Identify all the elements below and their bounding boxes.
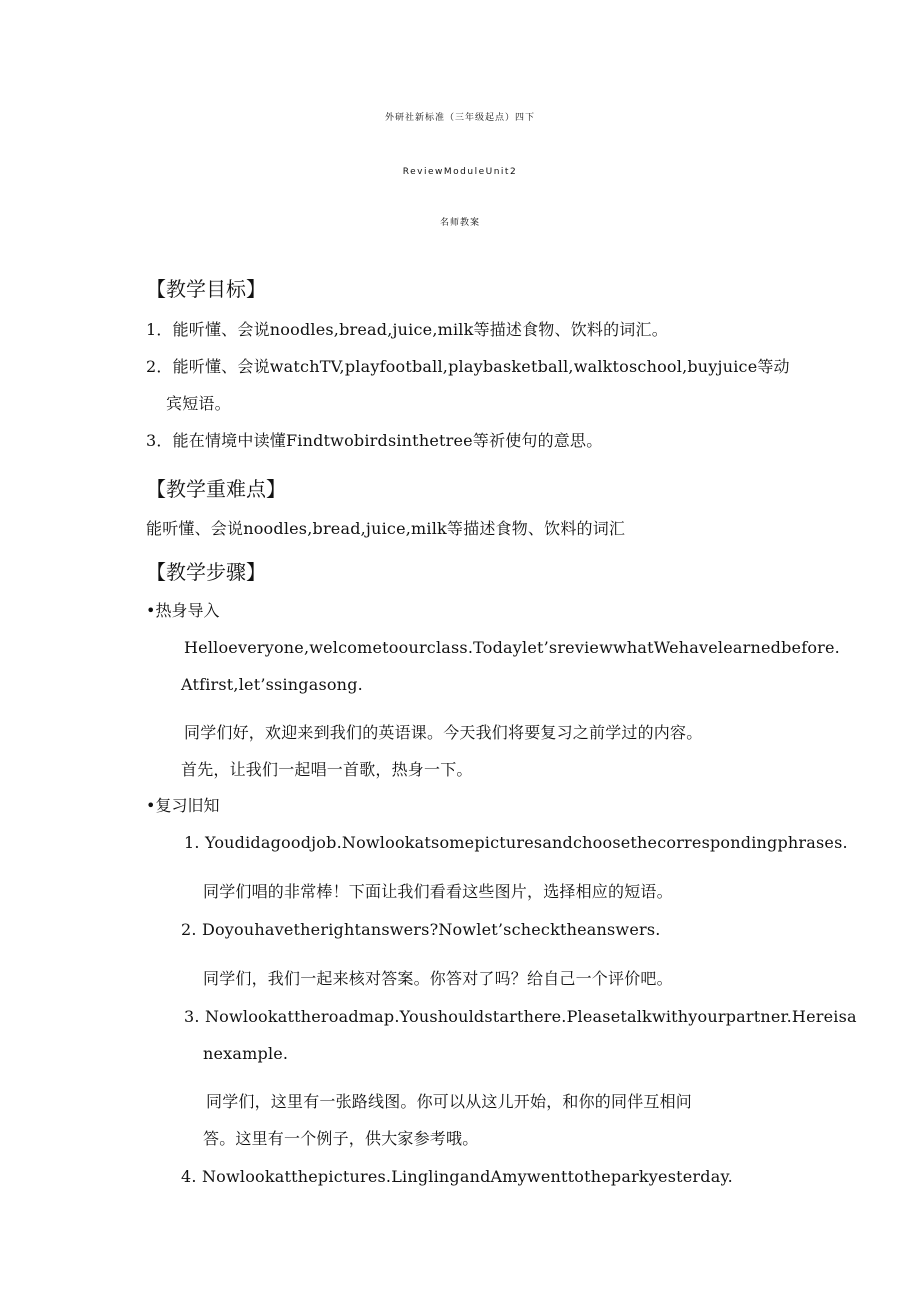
warmup-chinese-line-2: 首先，让我们一起唱一首歌，热身一下。	[181, 760, 473, 779]
key-points-heading: 【教学重难点】	[146, 477, 286, 501]
objective-item-1: 1．能听懂、会说noodles,bread,juice,milk等描述食物、饮料的词汇。	[146, 320, 668, 339]
review-step-3-english-line-1: 3. Nowlookattheroadmap.Youshouldstarthere.Pleasetalkwithyourpartner.Hereisa	[184, 1007, 857, 1026]
review-step-1-chinese: 同学们唱的非常棒！下面让我们看看这些图片，选择相应的短语。	[203, 882, 673, 901]
review-step-3-english-line-2: nexample.	[203, 1044, 289, 1063]
warmup-english-line-2: Atfirst,let’ssingasong.	[181, 675, 363, 694]
review-step-3-chinese-line-1: 同学们，这里有一张路线图。你可以从这儿开始，和你的同伴互相问	[206, 1092, 693, 1111]
objective-item-3: 3．能在情境中读懂Findtwobirdsinthetree等祈使句的意思。	[146, 431, 603, 450]
warmup-chinese-line-1: 同学们好，欢迎来到我们的英语课。今天我们将要复习之前学过的内容。	[184, 723, 703, 742]
objectives-heading: 【教学目标】	[146, 277, 266, 301]
objective-item-2: 2．能听懂、会说watchTV,playfootball,playbasketball,walktoschool,buyjuice等动	[146, 357, 790, 376]
review-step-4-english: 4. Nowlookatthepictures.LinglingandAmywenttotheparkyesterday.	[181, 1167, 733, 1186]
review-bullet: •复习旧知	[146, 796, 220, 815]
objective-item-2-continued: 宾短语。	[166, 394, 231, 413]
review-step-2-chinese: 同学们，我们一起来核对答案。你答对了吗？给自己一个评价吧。	[203, 969, 673, 988]
warmup-bullet: •热身导入	[146, 601, 220, 620]
page-title: 外研社新标准（三年级起点）四下	[384, 113, 535, 123]
warmup-english-line-1: Helloeveryone,welcometoourclass.Todaylet’sreviewwhatWehavelearnedbefore.	[184, 638, 840, 657]
steps-heading: 【教学步骤】	[146, 560, 266, 584]
page-subtitle: ReviewModuleUnit2	[402, 167, 518, 177]
review-step-1-english: 1. Youdidagoodjob.Nowlookatsomepicturesandchoosethecorrespondingphrases.	[184, 833, 848, 852]
review-step-2-english: 2. Doyouhavetherightanswers?Nowlet’schecktheanswers.	[181, 920, 661, 939]
key-points-text: 能听懂、会说noodles,bread,juice,milk等描述食物、饮料的词汇	[146, 519, 626, 538]
review-step-3-chinese-line-2: 答。这里有一个例子，供大家参考哦。	[203, 1129, 479, 1148]
page-title-secondary: 名师教案	[439, 218, 480, 228]
